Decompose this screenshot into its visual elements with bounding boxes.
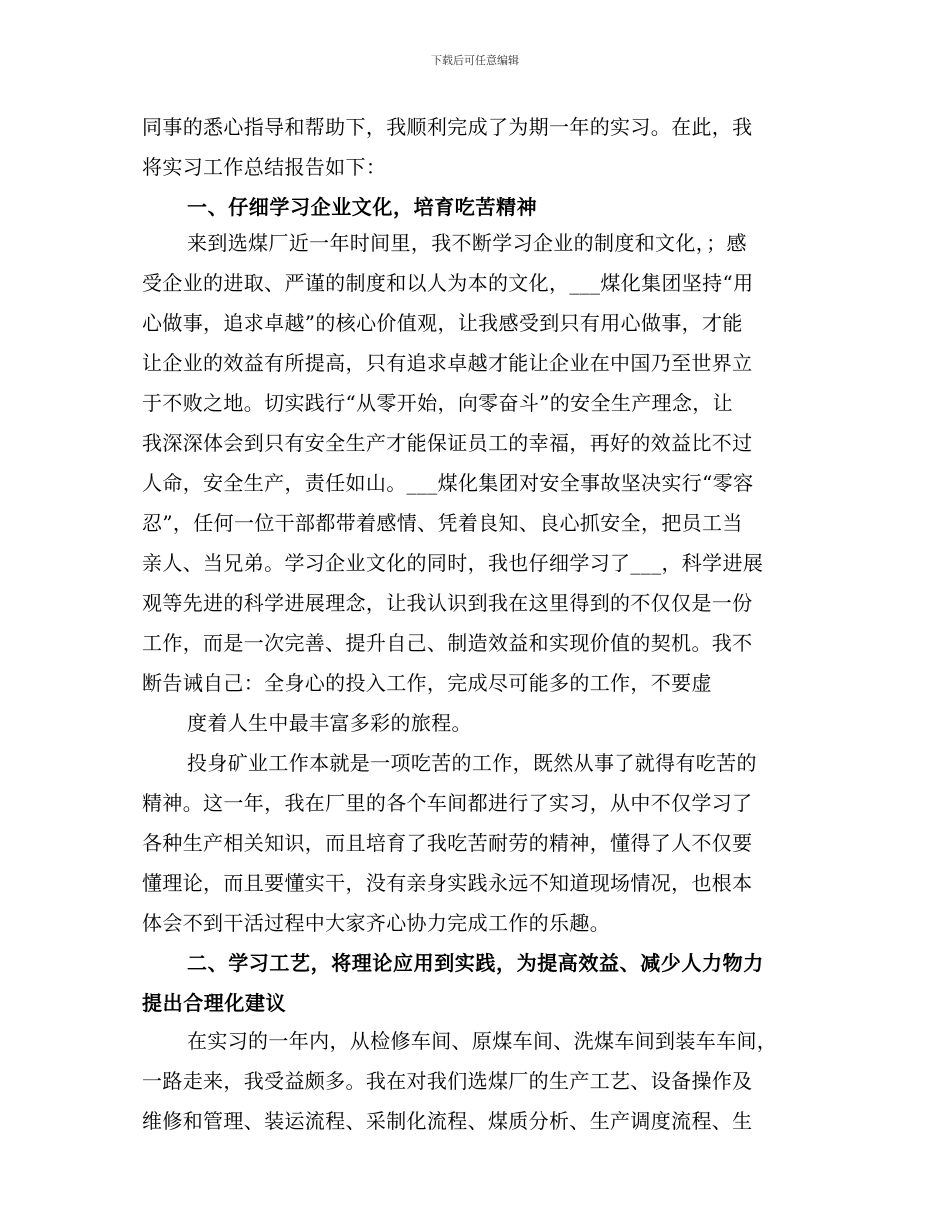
paragraph-first-line: 投身矿业工作本就是一项吃苦的工作，既然从事了就得有吃苦的	[187, 751, 757, 775]
text-line: 我深深体会到只有安全生产才能保证员工的幸福，再好的效益比不过	[142, 431, 753, 455]
text-line: 于不败之地。切实践行“从零开始，向零奋斗”的安全生产理念，让	[142, 391, 733, 415]
text-line: 亲人、当兄弟。学习企业文化的同时，我也仔细学习了___，科学进展	[142, 551, 764, 575]
page-header: 下载后可任意编辑	[431, 54, 519, 67]
text-line: 度着人生中最丰富多彩的旅程。	[187, 711, 472, 735]
text-line: 忍”，任何一位干部都带着感情、凭着良知、良心抓安全，把员工当	[142, 511, 743, 535]
text-line: 工作，而是一次完善、提升自己、制造效益和实现价值的契机。我不	[142, 631, 753, 655]
paragraph-first-line: 来到选煤厂近一年时间里，我不断学习企业的制度和文化，；感	[187, 231, 747, 255]
text-line: 人命，安全生产，责任如山。___煤化集团对安全事故坚决实行“零容	[142, 471, 754, 495]
text-line: 同事的悉心指导和帮助下，我顺利完成了为期一年的实习。在此，我	[142, 115, 753, 139]
text-line: 受企业的进取、严谨的制度和以人为本的文化，___煤化集团坚持“用	[142, 271, 754, 295]
text-line: 维修和管理、装运流程、采制化流程、煤质分析、生产调度流程、生	[142, 1109, 753, 1133]
section-heading-2: 二、学习工艺，将理论应用到实践，为提高效益、减少人力物力	[187, 951, 764, 975]
text-line: 将实习工作总结报告如下：	[142, 155, 387, 179]
text-line: 让企业的效益有所提高，只有追求卓越才能让企业在中国乃至世界立	[142, 351, 753, 375]
text-line: 精神。这一年，我在厂里的各个车间都进行了实习，从中不仅学习了	[142, 791, 753, 815]
paragraph-first-line: 在实习的一年内，从检修车间、原煤车间、洗煤车间到装车车间，	[187, 1029, 778, 1053]
text-line: 观等先进的科学进展理念，让我认识到我在这里得到的不仅仅是一份	[142, 591, 753, 615]
text-line: 断告诫自己：全身心的投入工作，完成尽可能多的工作，不要虚	[142, 671, 712, 695]
text-line: 各种生产相关知识，而且培育了我吃苦耐劳的精神，懂得了人不仅要	[142, 831, 753, 855]
section-heading-2-cont: 提出合理化建议	[142, 991, 287, 1015]
text-line: 一路走来，我受益颇多。我在对我们选煤厂的生产工艺、设备操作及	[142, 1069, 753, 1093]
text-line: 体会不到干活过程中大家齐心协力完成工作的乐趣。	[142, 911, 611, 935]
section-heading-1: 一、仔细学习企业文化，培育吃苦精神	[187, 195, 538, 219]
text-line: 心做事，追求卓越”的核心价值观，让我感受到只有用心做事，才能	[142, 311, 743, 335]
text-line: 懂理论，而且要懂实干，没有亲身实践永远不知道现场情况，也根本	[142, 871, 753, 895]
